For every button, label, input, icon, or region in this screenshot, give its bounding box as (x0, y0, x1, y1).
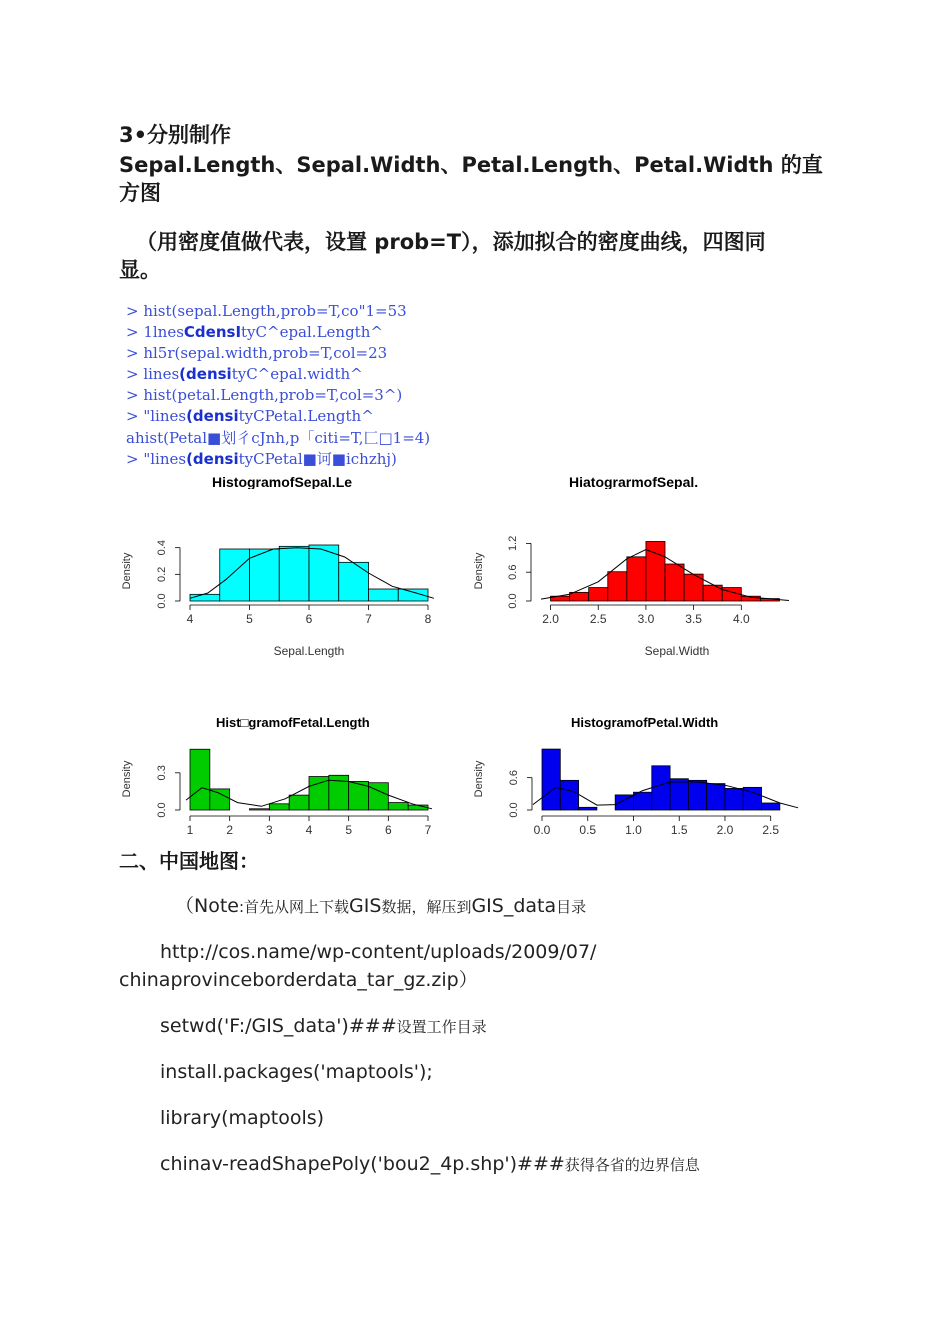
code-line-1: > hist(sepal.Length,prob=T,co"1=53 (126, 302, 407, 320)
x-tick-label: 2.0 (716, 823, 734, 837)
heading-line-4: （用密度值做代表，设置 prob=T），添加拟合的密度曲线，四图同 (136, 230, 766, 254)
y-tick-label: 0.6 (508, 770, 520, 786)
gis-url-line-1: http://cos.name/wp-content/uploads/2009/07/ (160, 941, 597, 963)
histogram-bar (725, 788, 743, 810)
chart-1-title: HistogramofSepal.Le (212, 474, 353, 489)
code-line-3: > hl5r(sepal.width,prob=T,col=23 (126, 344, 388, 362)
y-axis-label: Density (121, 552, 133, 590)
histogram-bar (589, 588, 608, 601)
code-line-6: > "lines(densityCPetal.Length^ (126, 407, 374, 425)
library-line: library(maptools) (160, 1107, 325, 1129)
y-axis-label: Density (473, 760, 485, 798)
histogram-bar (190, 749, 210, 810)
histogram-bar (570, 592, 589, 601)
heading-line-2: Sepal.Length、Sepal.Width、Petal.Length、Petal.Width 的直 (119, 153, 823, 177)
histogram-bar (210, 789, 230, 810)
readshape-line: chinav-readShapePoly('bou2_4p.shp')###获得各省的边界信息 (160, 1153, 700, 1175)
x-tick-label: 6 (305, 612, 313, 626)
y-tick-label: 0.0 (508, 802, 520, 818)
histogram-petal-width (462, 742, 802, 852)
y-tick-label: 1.2 (507, 535, 519, 552)
y-tick-label: 0.6 (507, 564, 519, 580)
histogram-bar (670, 779, 688, 810)
histogram-bar (652, 766, 670, 810)
x-tick-label: 2.0 (542, 612, 559, 626)
y-tick-label: 0.0 (156, 802, 168, 818)
histogram-bar (665, 564, 684, 601)
x-tick-label: 1.5 (670, 823, 688, 837)
code-line-2: > 1lnesCdensItyC^epal.Length^ (126, 323, 383, 341)
histogram-bar (190, 594, 220, 601)
x-tick-label: 7 (365, 612, 372, 626)
code-line-8: > "lines(densityCPetal■诃■ichzhj) (126, 450, 397, 468)
setwd-line: setwd('F:/GIS_data')###设置工作目录 (160, 1015, 487, 1037)
x-tick-label: 8 (424, 612, 432, 626)
histogram-bar (608, 572, 627, 601)
x-tick-label: 2.5 (589, 612, 607, 626)
y-tick-label: 0.0 (507, 593, 519, 609)
x-axis-label: Sepal.Length (273, 644, 345, 658)
x-tick-label: 6 (384, 823, 392, 837)
gis-url-line-2: chinaprovinceborderdata_tar_gz.zip） (119, 969, 478, 991)
x-tick-label: 3.5 (685, 612, 702, 626)
heading-line-5: 显。 (119, 258, 161, 282)
histogram-bar (633, 792, 651, 810)
histogram-bar (542, 749, 560, 810)
y-tick-label: 0.0 (156, 593, 168, 609)
histogram-sepal-length (110, 525, 450, 675)
histogram-bar (279, 546, 309, 601)
x-tick-label: 7 (424, 823, 432, 837)
histogram-bar (289, 795, 309, 810)
histogram-bar (579, 807, 597, 810)
x-tick-label: 4.0 (732, 612, 750, 626)
histogram-bar (250, 809, 270, 810)
x-tick-label: 2.5 (762, 823, 780, 837)
histogram-petal-length (110, 742, 450, 852)
gis-note: （Note:首先从网上下载GIS数据，解压到GIS_data目录 (175, 895, 587, 917)
code-line-5: > hist(petal.Length,prob=T,col=3^) (126, 386, 403, 404)
x-tick-label: 1.0 (625, 823, 642, 837)
x-tick-label: 3.0 (637, 612, 655, 626)
x-tick-label: 5 (345, 823, 353, 837)
y-tick-label: 0.4 (156, 540, 168, 556)
histogram-bar (707, 784, 725, 810)
histogram-bar (762, 803, 780, 810)
histogram-bar (269, 804, 289, 810)
chart-3-title: Hist□gramofFetal.Length (216, 715, 370, 730)
y-tick-label: 0.3 (156, 765, 168, 781)
heading-line-3: 方图 (119, 181, 161, 205)
x-tick-label: 2 (226, 823, 234, 837)
x-axis-label: Sepal.Width (644, 644, 710, 658)
chart-2-title: HiatograrmofSepal. (569, 474, 699, 489)
x-tick-label: 1 (186, 823, 194, 837)
x-tick-label: 4 (305, 823, 313, 837)
code-line-7: ahist(Petal■划彳cJnh,p「citi=T,匚□1=4) (126, 429, 431, 447)
section-2-title: 二、中国地图： (119, 849, 259, 873)
x-tick-label: 4 (186, 612, 194, 626)
install-line: install.packages('maptools'); (160, 1061, 433, 1083)
histogram-bar (339, 562, 369, 601)
x-tick-label: 3 (265, 823, 273, 837)
histogram-bar (369, 783, 389, 810)
histogram-bar (369, 589, 399, 601)
histogram-bar (627, 557, 646, 601)
y-axis-label: Density (473, 552, 485, 590)
x-tick-label: 0.5 (579, 823, 597, 837)
y-tick-label: 0.2 (156, 566, 168, 582)
chart-4-title: HistogramofPetal.Width (571, 715, 719, 730)
histogram-sepal-width (462, 525, 802, 675)
x-tick-label: 5 (246, 612, 253, 626)
code-line-4: > lines(densityC^epal.width^ (126, 365, 363, 383)
histogram-bar (388, 803, 408, 810)
histogram-bar (560, 780, 578, 810)
histogram-bar (688, 780, 706, 810)
section-heading: 3•分别制作 (119, 123, 232, 147)
y-axis-label: Density (121, 760, 133, 798)
x-tick-label: 0.0 (533, 823, 551, 837)
histogram-bar (220, 549, 250, 601)
